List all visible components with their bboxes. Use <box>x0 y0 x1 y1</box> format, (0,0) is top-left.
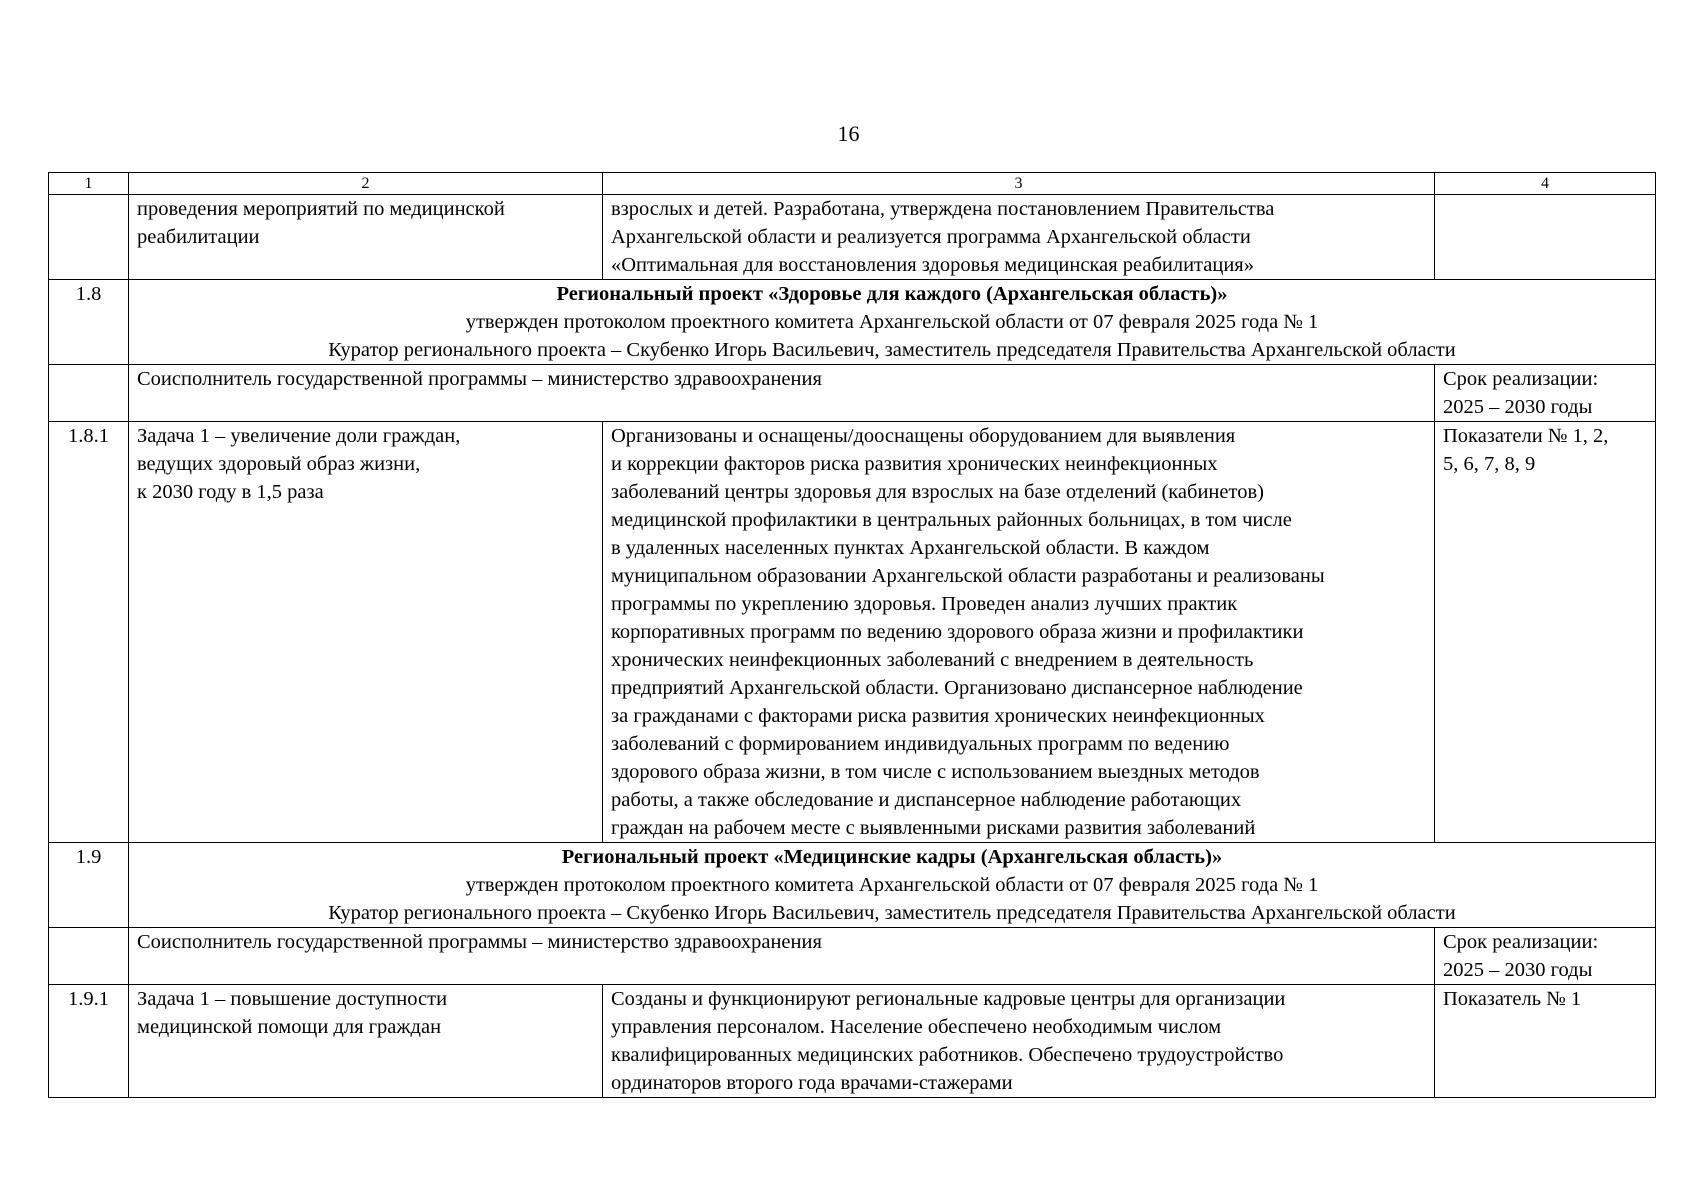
description-cell <box>603 195 1435 280</box>
row-number-cell <box>49 195 129 280</box>
task-name-cell <box>129 422 603 843</box>
text-line: здорового образа жизни, в том числе с использованием выездных методов <box>611 761 1260 783</box>
text-line: работы, а также обследование и диспансерное наблюдение работающих <box>611 789 1242 811</box>
column-number: 4 <box>1435 173 1656 195</box>
text-line: муниципальном образовании Архангельской области разработаны и реализованы <box>611 565 1325 587</box>
coexecutor-cell: Соисполнитель государственной программы – министерство здравоохранения <box>129 365 1435 422</box>
project-curator: Куратор регионального проекта – Скубенко Игорь Васильевич, заместитель председателя Правительства Архангельской области <box>328 902 1456 924</box>
text-line: корпоративных программ по ведению здорового образа жизни и профилактики <box>611 621 1304 643</box>
project-header-row <box>49 843 1656 928</box>
task-indicators-cell <box>1435 422 1656 843</box>
term-value: 2025 – 2030 годы <box>1443 396 1593 418</box>
term-value: 2025 – 2030 годы <box>1443 959 1593 981</box>
task-number: 1.9.1 <box>49 985 129 1098</box>
column-number: 3 <box>603 173 1435 195</box>
text-line: Показатели № 1, 2, <box>1443 425 1609 447</box>
term-label: Срок реализации: <box>1443 368 1599 390</box>
text-line: реабилитации <box>137 226 260 248</box>
task-number: 1.8.1 <box>49 422 129 843</box>
coexecutor-row <box>49 928 1656 985</box>
project-header-cell <box>129 280 1656 365</box>
text-line: квалифицированных медицинских работников. Обеспечено трудоустройство <box>611 1044 1284 1066</box>
text-line: Показатель № 1 <box>1443 988 1582 1010</box>
project-approval: утвержден протоколом проектного комитета Архангельской области от 07 февраля 2025 года № 1 <box>465 874 1319 896</box>
text-line: предприятий Архангельской области. Организовано диспансерное наблюдение <box>611 677 1303 699</box>
text-line: Созданы и функционируют региональные кадровые центры для организации <box>611 988 1286 1010</box>
text-line: программы по укреплению здоровья. Проведен анализ лучших практик <box>611 593 1238 615</box>
project-header-row <box>49 280 1656 365</box>
event-name-cell <box>129 195 603 280</box>
column-number: 2 <box>129 173 603 195</box>
project-title: Региональный проект «Медицинские кадры (Архангельская область)» <box>561 846 1223 868</box>
text-line: Организованы и оснащены/дооснащены оборудованием для выявления <box>611 425 1236 447</box>
text-line: Архангельской области и реализуется программа Архангельской области <box>611 226 1251 248</box>
text-line: проведения мероприятий по медицинской <box>137 198 505 220</box>
coexecutor-row <box>49 365 1656 422</box>
text-line: хронических неинфекционных заболеваний с внедрением в деятельность <box>611 649 1254 671</box>
text-line: Задача 1 – увеличение доли граждан, <box>137 425 461 447</box>
row-number-cell <box>49 365 129 422</box>
text-line: в удаленных населенных пунктах Архангельской области. В каждом <box>611 537 1210 559</box>
text-line: Задача 1 – повышение доступности <box>137 988 448 1010</box>
task-row <box>49 422 1656 843</box>
text-line: заболеваний центры здоровья для взрослых на базе отделений (кабинетов) <box>611 481 1264 503</box>
coexecutor-cell: Соисполнитель государственной программы – министерство здравоохранения <box>129 928 1435 985</box>
row-number-cell <box>49 928 129 985</box>
text-line: взрослых и детей. Разработана, утверждена постановлением Правительства <box>611 198 1275 220</box>
column-number-row <box>49 173 1656 195</box>
text-line: заболеваний с формированием индивидуальных программ по ведению <box>611 733 1230 755</box>
project-title: Региональный проект «Здоровье для каждого (Архангельская область)» <box>556 283 1228 305</box>
text-line: 5, 6, 7, 8, 9 <box>1443 453 1536 475</box>
indicator-cell <box>1435 195 1656 280</box>
task-description-cell <box>603 422 1435 843</box>
text-line: к 2030 году в 1,5 раза <box>137 481 324 503</box>
column-number: 1 <box>49 173 129 195</box>
project-curator: Куратор регионального проекта – Скубенко Игорь Васильевич, заместитель председателя Правительства Архангельской области <box>328 339 1456 361</box>
text-line: управления персоналом. Население обеспечено необходимым числом <box>611 1016 1222 1038</box>
term-cell <box>1435 365 1656 422</box>
text-line: за гражданами с факторами риска развития хронических неинфекционных <box>611 705 1265 727</box>
text-line: медицинской помощи для граждан <box>137 1016 442 1038</box>
task-indicators-cell <box>1435 985 1656 1098</box>
term-cell <box>1435 928 1656 985</box>
text-line: ведущих здоровый образ жизни, <box>137 453 421 475</box>
project-number: 1.8 <box>49 280 129 365</box>
text-line: «Оптимальная для восстановления здоровья медицинская реабилитация» <box>611 254 1254 276</box>
task-row <box>49 985 1656 1098</box>
program-table <box>48 172 1656 1098</box>
page-number: 16 <box>837 121 860 146</box>
term-label: Срок реализации: <box>1443 931 1599 953</box>
text-line: и коррекции факторов риска развития хронических неинфекционных <box>611 453 1218 475</box>
task-name-cell <box>129 985 603 1098</box>
project-number: 1.9 <box>49 843 129 928</box>
project-approval: утвержден протоколом проектного комитета Архангельской области от 07 февраля 2025 года № 1 <box>465 311 1319 333</box>
text-line: ординаторов второго года врачами-стажерами <box>611 1072 1013 1094</box>
task-description-cell <box>603 985 1435 1098</box>
continuation-row <box>49 195 1656 280</box>
project-header-cell <box>129 843 1656 928</box>
text-line: граждан на рабочем месте с выявленными рисками развития заболеваний <box>611 817 1256 839</box>
text-line: медицинской профилактики в центральных районных больницах, в том числе <box>611 509 1292 531</box>
